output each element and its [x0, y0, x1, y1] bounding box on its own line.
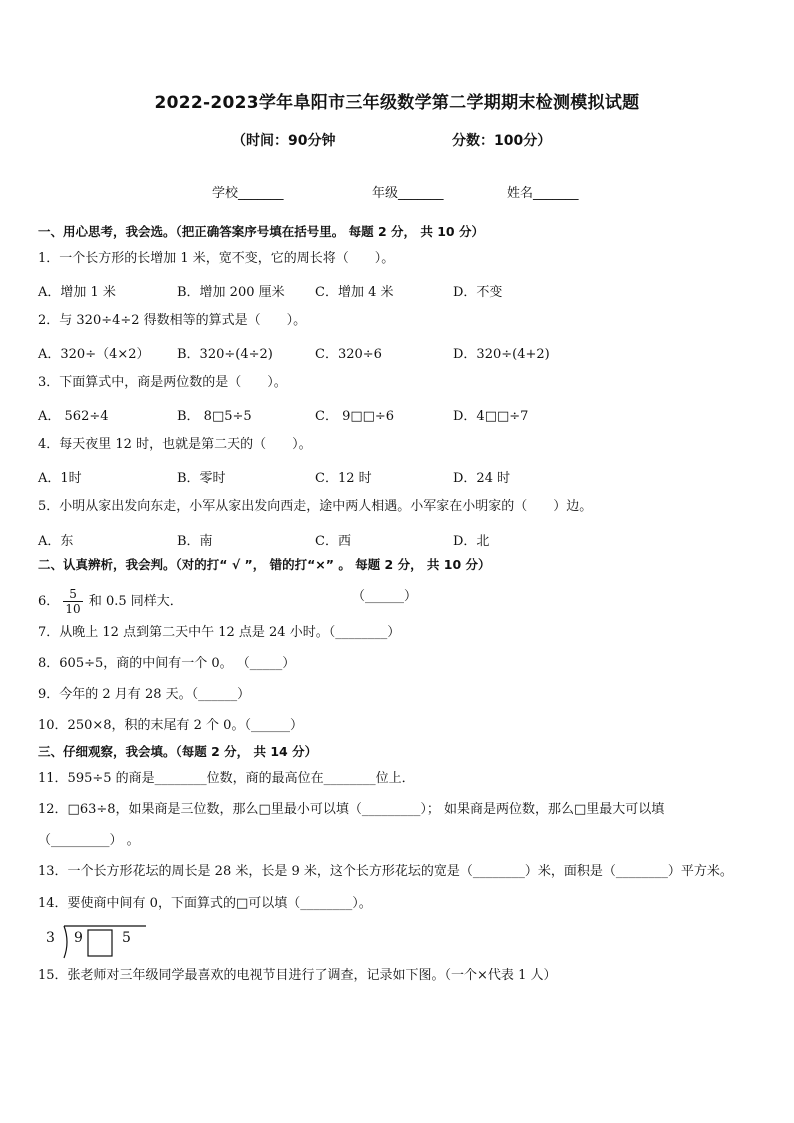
q3-option-d[interactable]: D．4□□÷7 — [453, 409, 529, 424]
divisor: 3 — [46, 930, 55, 946]
school-field[interactable]: 学校_______ — [212, 186, 284, 201]
fraction-numerator: 5 — [63, 587, 82, 602]
question-14: 14．要使商中间有 0，下面算式的□可以填（________）。 — [38, 896, 372, 911]
question-7: 7．从晚上 12 点到第二天中午 12 点是 24 小时。（________） — [38, 625, 401, 640]
q6-number: 6． — [38, 594, 60, 609]
time-label: （时间：90分钟 — [232, 133, 336, 149]
q2-option-c[interactable]: C．320÷6 — [315, 347, 382, 362]
q2-option-a[interactable]: A．320÷（4×2） — [38, 347, 150, 362]
question-1: 1．一个长方形的长增加 1 米，宽不变，它的周长将（ ）。 — [38, 251, 395, 266]
q1-option-a[interactable]: A．增加 1 米 — [38, 285, 116, 300]
question-11: 11．595÷5 的商是________位数，商的最高位在________位上． — [38, 771, 415, 786]
question-12: 12．□63÷8，如果商是三位数，那么□里最小可以填（_________）； 如果商是两位数，那么□里最大可以填 — [38, 802, 665, 817]
dividend-digit-3: 5 — [122, 930, 131, 946]
section2-heading: 二、认真辨析，我会判。（对的打“ √ ”， 错的打“×” 。 每题 2 分， 共 10 分） — [38, 557, 491, 572]
dividend-digit-1: 9 — [74, 930, 83, 946]
question-15: 15．张老师对三年级同学最喜欢的电视节目进行了调查，记录如下图。（一个×代表 1 人） — [38, 968, 557, 983]
section1-heading: 一、用心思考，我会选。（把正确答案序号填在括号里。 每题 2 分， 共 10 分） — [38, 224, 484, 239]
q3-option-c[interactable]: C． 9□□÷6 — [315, 409, 395, 424]
question-8: 8．605÷5，商的中间有一个 0。 （_____） — [38, 656, 296, 671]
question-2: 2．与 320÷4÷2 得数相等的算式是（ ）。 — [38, 313, 307, 328]
q5-option-a[interactable]: A．东 — [38, 534, 74, 549]
question-12-cont: （_________） 。 — [38, 833, 140, 848]
question-5: 5．小明从家出发向东走，小军从家出发向西走，途中两人相遇。小军家在小明家的（ ）边。 — [38, 499, 593, 514]
q3-option-a[interactable]: A． 562÷4 — [38, 409, 109, 424]
q1-option-d[interactable]: D．不变 — [453, 285, 503, 300]
score-label: 分数：100分） — [452, 133, 552, 149]
question-9: 9．今年的 2 月有 28 天。（______） — [38, 687, 251, 702]
q5-option-c[interactable]: C．西 — [315, 534, 351, 549]
page-title: 2022-2023学年阜阳市三年级数学第二学期期末检测模拟试题 — [154, 93, 640, 113]
name-field[interactable]: 姓名_______ — [507, 186, 579, 201]
question-13: 13．一个长方形花坛的周长是 28 米，长是 9 米，这个长方形花坛的宽是（________）米，面积是（________）平方米。 — [38, 864, 733, 879]
fraction-denominator: 10 — [65, 602, 81, 616]
q1-option-b[interactable]: B．增加 200 厘米 — [177, 285, 285, 300]
q4-option-c[interactable]: C．12 时 — [315, 471, 372, 486]
q5-option-d[interactable]: D．北 — [453, 534, 490, 549]
q6-fraction — [63, 587, 82, 616]
grade-field[interactable]: 年级_______ — [372, 186, 444, 201]
q1-option-c[interactable]: C．增加 4 米 — [315, 285, 394, 300]
division-bracket-icon — [40, 924, 160, 960]
question-10: 10．250×8，积的末尾有 2 个 0。（______） — [38, 718, 303, 733]
q5-option-b[interactable]: B．南 — [177, 534, 213, 549]
q6-answer-blank[interactable]: （______） — [352, 589, 418, 604]
q2-option-d[interactable]: D．320÷(4+2) — [453, 347, 550, 362]
q4-option-d[interactable]: D．24 时 — [453, 471, 511, 486]
section3-heading: 三、仔细观察，我会填。（每题 2 分， 共 14 分） — [38, 744, 318, 759]
question-4: 4．每天夜里 12 时，也就是第二天的（ ）。 — [38, 437, 312, 452]
q4-option-a[interactable]: A．1时 — [38, 471, 82, 486]
long-division-diagram — [40, 924, 160, 960]
q6-text: 和 0.5 同样大． — [88, 594, 183, 609]
q4-option-b[interactable]: B．零时 — [177, 471, 226, 486]
q3-option-b[interactable]: B． 8□5÷5 — [177, 409, 252, 424]
question-6 — [38, 587, 183, 616]
question-3: 3．下面算式中，商是两位数的是（ ）。 — [38, 375, 287, 390]
q2-option-b[interactable]: B．320÷(4÷2) — [177, 347, 273, 362]
